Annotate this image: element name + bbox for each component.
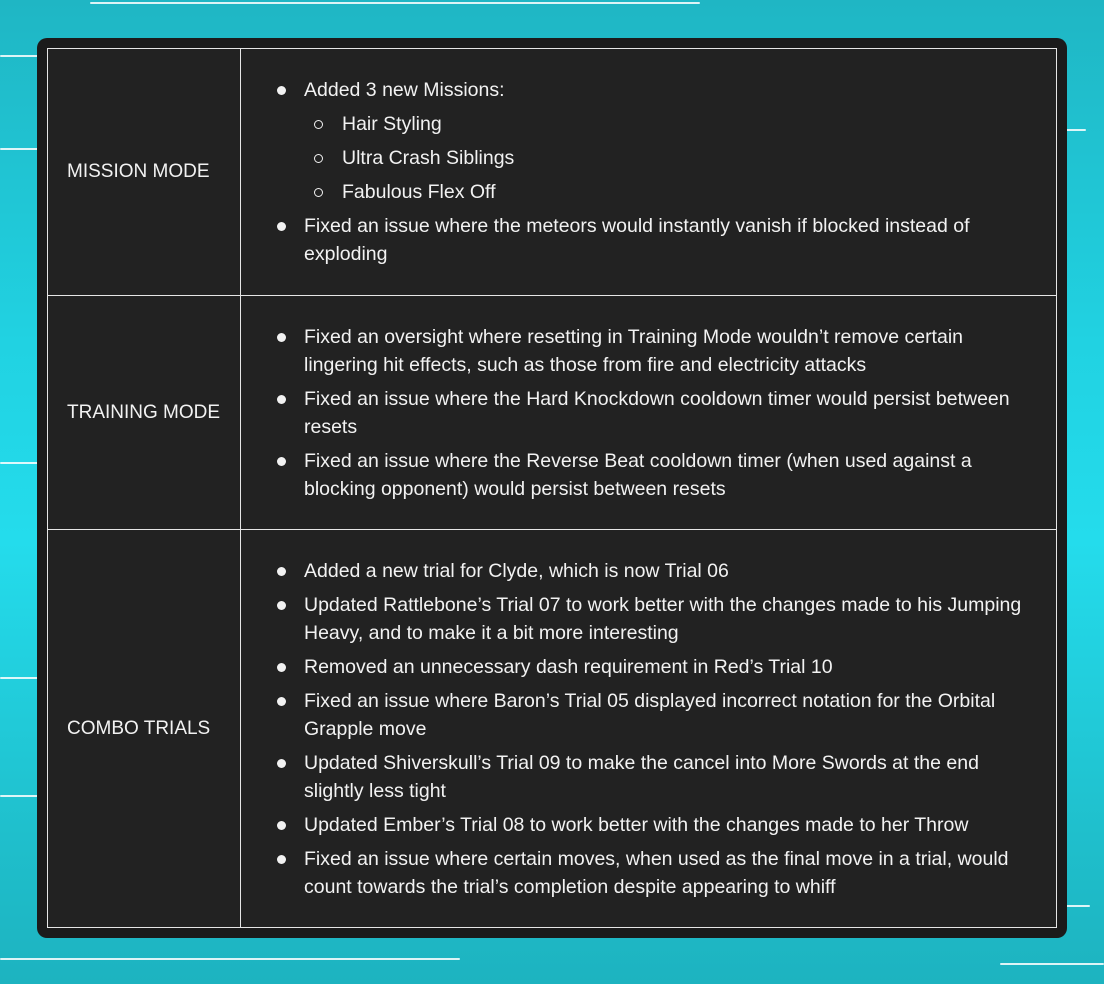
bullet-icon [277, 855, 286, 864]
list-item-text: Removed an unnecessary dash requirement in Red’s Trial 10 [304, 655, 833, 678]
background-streak [0, 462, 40, 464]
patch-notes-table [47, 48, 1057, 928]
background-streak [1000, 963, 1104, 965]
change-list [277, 76, 1036, 268]
list-item-text: Fixed an issue where certain moves, when used as the final move in a trial, would count towards the trial’s completion despite appearing to whiff [304, 847, 1009, 898]
patch-notes-panel [37, 38, 1067, 938]
bullet-icon [277, 821, 286, 830]
sub-list-item-text: Fabulous Flex Off [342, 181, 496, 203]
bullet-icon [277, 697, 286, 706]
list-item-text: Fixed an issue where the meteors would instantly vanish if blocked instead of exploding [304, 215, 970, 265]
section-details [241, 530, 1057, 928]
table-row [48, 49, 1057, 296]
list-item-text: Updated Ember’s Trial 08 to work better with the changes made to her Throw [304, 813, 969, 836]
list-item [277, 811, 1036, 839]
section-details [241, 296, 1057, 530]
list-item [277, 557, 1036, 585]
bullet-icon [277, 395, 286, 404]
hollow-bullet-icon [314, 154, 323, 163]
sub-list-item-text: Ultra Crash Siblings [342, 147, 515, 169]
list-item [277, 591, 1036, 647]
patch-notes-rows [48, 49, 1057, 928]
bullet-icon [277, 759, 286, 768]
list-item-text: Fixed an oversight where resetting in Training Mode wouldn’t remove certain lingering hit effects, such as those from fire and electricity attacks [304, 325, 964, 376]
sub-list-item [304, 178, 1036, 206]
bullet-icon [277, 601, 286, 610]
list-item-text: Updated Rattlebone’s Trial 07 to work better with the changes made to his Jumping Heavy, and to make it a bit more interesting [304, 593, 1022, 644]
table-row [48, 296, 1057, 530]
list-item-text: Added a new trial for Clyde, which is now Trial 06 [304, 559, 729, 582]
bullet-icon [277, 663, 286, 672]
section-label: TRAINING MODE [48, 296, 241, 530]
sub-list-item-text: Hair Styling [342, 113, 442, 135]
table-row [48, 530, 1057, 928]
background-streak [0, 795, 40, 797]
background-streak [1066, 129, 1086, 131]
list-item-text: Fixed an issue where Baron’s Trial 05 displayed incorrect notation for the Orbital Grapple move [304, 689, 996, 740]
list-item-text: Updated Shiverskull’s Trial 09 to make the cancel into More Swords at the end slightly less tight [304, 751, 979, 802]
bullet-icon [277, 457, 286, 466]
change-list [277, 323, 1036, 503]
background-streak [0, 677, 40, 679]
list-item [277, 447, 1036, 503]
sub-list-item [304, 144, 1036, 172]
sub-list [304, 110, 1036, 206]
list-item [277, 749, 1036, 805]
bullet-icon [277, 86, 286, 95]
list-item [277, 323, 1036, 379]
list-item [277, 76, 1036, 206]
list-item-text: Fixed an issue where the Reverse Beat cooldown timer (when used against a blocking opponent) would persist between resets [304, 449, 972, 500]
list-item [277, 653, 1036, 681]
background-streak [0, 958, 460, 960]
bullet-icon [277, 222, 286, 231]
list-item [277, 212, 1036, 268]
background-streak [0, 148, 40, 150]
list-item [277, 687, 1036, 743]
bullet-icon [277, 333, 286, 342]
section-label: MISSION MODE [48, 49, 241, 296]
section-label: COMBO TRIALS [48, 530, 241, 928]
background-streak [1066, 905, 1090, 907]
list-item [277, 845, 1036, 901]
sub-list-item [304, 110, 1036, 138]
bullet-icon [277, 567, 286, 576]
list-item-text: Fixed an issue where the Hard Knockdown cooldown timer would persist between resets [304, 387, 1010, 438]
section-details [241, 49, 1057, 296]
hollow-bullet-icon [314, 120, 323, 129]
list-item-text: Added 3 new Missions: [304, 79, 505, 101]
hollow-bullet-icon [314, 188, 323, 197]
list-item [277, 385, 1036, 441]
background-streak [90, 2, 700, 4]
change-list [277, 557, 1036, 901]
background-streak [0, 55, 40, 57]
